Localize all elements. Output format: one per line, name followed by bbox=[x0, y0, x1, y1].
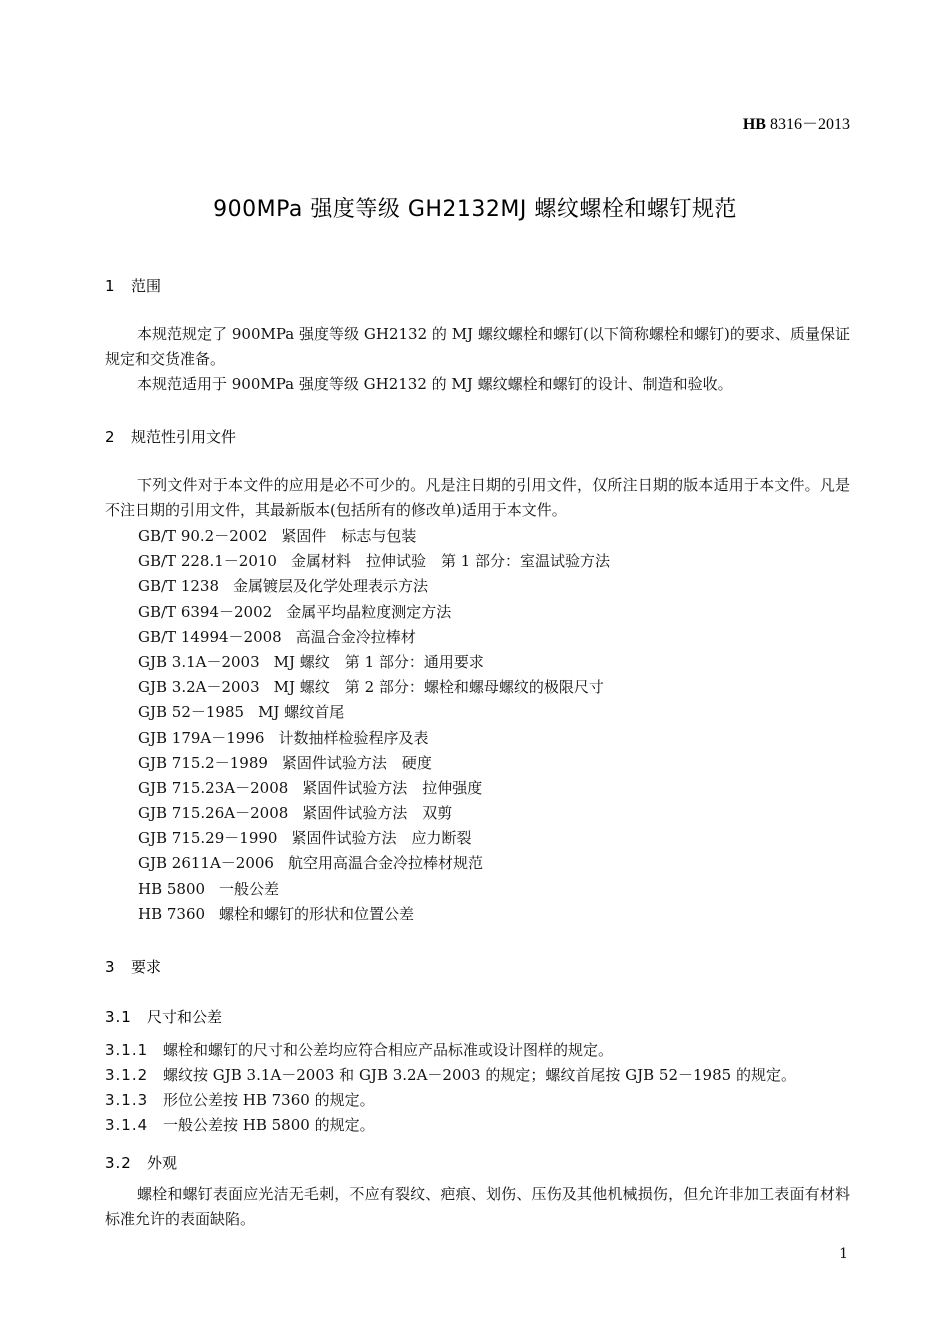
reference-code: GJB 715.26A－2008 bbox=[138, 804, 289, 823]
reference-title: 高温合金冷拉棒材 bbox=[295, 627, 416, 646]
section-title: 范围 bbox=[131, 277, 162, 295]
reference-code: GJB 715.29－1990 bbox=[138, 829, 278, 848]
reference-title: 金属材料 拉伸试验 第 1 部分：室温试验方法 bbox=[290, 552, 611, 571]
scope-paragraph-1: 本规范规定了 900MPa 强度等级 GH2132 的 MJ 螺纹螺栓和螺钉(以下简称螺栓和螺钉)的要求、质量保证规定和交货准备。 bbox=[105, 325, 850, 368]
reference-list bbox=[138, 524, 610, 927]
references-intro: 下列文件对于本文件的应用是必不可少的。凡是注日期的引用文件，仅所注日期的版本适用于本文件。凡是不注日期的引用文件，其最新版本(包括所有的修改单)适用于本文件。 bbox=[105, 476, 850, 519]
clause-number: 3.1.1 bbox=[105, 1041, 149, 1059]
reference-title: 金属镀层及化学处理表示方法 bbox=[233, 577, 429, 596]
reference-title: MJ 螺纹 第 2 部分：螺栓和螺母螺纹的极限尺寸 bbox=[273, 678, 604, 697]
reference-title: MJ 螺纹 第 1 部分：通用要求 bbox=[273, 652, 484, 671]
reference-title: 紧固件 标志与包装 bbox=[281, 527, 417, 545]
standard-number: 8316－2013 bbox=[769, 116, 850, 133]
reference-title: 航空用高温合金冷拉棒材规范 bbox=[287, 854, 483, 873]
standard-prefix: HB bbox=[742, 116, 766, 133]
section-number: 3 bbox=[105, 958, 115, 976]
reference-code: GB/T 6394－2002 bbox=[138, 602, 273, 621]
reference-item bbox=[138, 675, 610, 700]
section-heading-2 bbox=[105, 426, 236, 447]
reference-code: GJB 179A－1996 bbox=[138, 728, 265, 747]
reference-item bbox=[138, 801, 610, 826]
reference-code: GJB 715.2－1989 bbox=[138, 753, 268, 772]
reference-code: GJB 715.23A－2008 bbox=[138, 778, 289, 797]
reference-item bbox=[138, 851, 610, 876]
reference-item bbox=[138, 700, 610, 725]
reference-code: HB 7360 bbox=[138, 904, 206, 923]
clause-number: 3.1.3 bbox=[105, 1091, 149, 1109]
reference-title: 计数抽样检验程序及表 bbox=[278, 728, 429, 747]
reference-title: 紧固件试验方法 应力断裂 bbox=[291, 829, 472, 848]
reference-title: 紧固件试验方法 拉伸强度 bbox=[302, 778, 483, 797]
reference-item bbox=[138, 826, 610, 851]
section-heading-1 bbox=[105, 275, 161, 296]
reference-title: MJ 螺纹首尾 bbox=[258, 703, 345, 722]
scope-paragraph-2: 本规范适用于 900MPa 强度等级 GH2132 的 MJ 螺纹螺栓和螺钉的设计、制造和验收。 bbox=[137, 375, 733, 393]
section-heading-3 bbox=[105, 956, 161, 977]
page-number: 1 bbox=[839, 1246, 848, 1262]
reference-title: 螺栓和螺钉的形状和位置公差 bbox=[219, 904, 415, 923]
section-number: 1 bbox=[105, 277, 115, 295]
reference-item bbox=[138, 650, 610, 675]
reference-item bbox=[138, 902, 610, 927]
reference-code: GB/T 14994－2008 bbox=[138, 627, 282, 646]
reference-code: HB 5800 bbox=[138, 879, 206, 898]
section-number: 2 bbox=[105, 428, 115, 446]
clause-3-1-4 bbox=[105, 1113, 850, 1138]
reference-item bbox=[138, 524, 610, 549]
standard-code bbox=[743, 111, 850, 134]
subsection-number: 3.1 bbox=[105, 1008, 132, 1026]
subsection-title: 外观 bbox=[147, 1154, 178, 1172]
reference-title: 紧固件试验方法 双剪 bbox=[302, 804, 453, 823]
reference-item bbox=[138, 877, 610, 902]
section-title: 规范性引用文件 bbox=[131, 428, 237, 446]
reference-item bbox=[138, 625, 610, 650]
subsection-heading-3-2 bbox=[105, 1152, 177, 1173]
reference-title: 紧固件试验方法 硬度 bbox=[281, 753, 432, 772]
reference-item bbox=[138, 574, 610, 599]
reference-code: GJB 52－1985 bbox=[138, 703, 245, 722]
clause-3-1-2 bbox=[105, 1063, 850, 1088]
reference-item bbox=[138, 751, 610, 776]
clause-text: 一般公差按 HB 5800 的规定。 bbox=[163, 1116, 375, 1134]
reference-code: GJB 3.1A－2003 bbox=[138, 652, 260, 671]
reference-item bbox=[138, 776, 610, 801]
clause-number: 3.1.4 bbox=[105, 1116, 149, 1134]
reference-code: GB/T 228.1－2010 bbox=[138, 552, 277, 571]
reference-code: GJB 2611A－2006 bbox=[138, 854, 274, 873]
document-title: 900MPa 强度等级 GH2132MJ 螺纹螺栓和螺钉规范 bbox=[213, 197, 737, 222]
section-title: 要求 bbox=[131, 958, 162, 976]
reference-item bbox=[138, 549, 610, 574]
reference-code: GB/T 90.2－2002 bbox=[138, 527, 268, 545]
reference-item bbox=[138, 600, 610, 625]
subsection-title: 尺寸和公差 bbox=[147, 1008, 223, 1026]
clause-3-1-3 bbox=[105, 1088, 850, 1113]
reference-code: GB/T 1238 bbox=[138, 577, 220, 596]
clause-text: 形位公差按 HB 7360 的规定。 bbox=[163, 1091, 375, 1109]
clause-3-1-1 bbox=[105, 1038, 850, 1063]
reference-code: GJB 3.2A－2003 bbox=[138, 678, 260, 697]
reference-title: 一般公差 bbox=[219, 879, 280, 898]
appearance-paragraph: 螺栓和螺钉表面应光洁无毛刺，不应有裂纹、疤痕、划伤、压伤及其他机械损伤，但允许非加工表面有材料标准允许的表面缺陷。 bbox=[105, 1185, 850, 1228]
clause-text: 螺栓和螺钉的尺寸和公差均应符合相应产品标准或设计图样的规定。 bbox=[163, 1041, 614, 1059]
reference-title: 金属平均晶粒度测定方法 bbox=[286, 602, 452, 621]
clause-text: 螺纹按 GJB 3.1A－2003 和 GJB 3.2A－2003 的规定；螺纹首尾按 GJB 52－1985 的规定。 bbox=[163, 1066, 796, 1084]
subsection-heading-3-1 bbox=[105, 1006, 222, 1027]
subsection-number: 3.2 bbox=[105, 1154, 132, 1172]
reference-item bbox=[138, 726, 610, 751]
clause-number: 3.1.2 bbox=[105, 1066, 149, 1084]
